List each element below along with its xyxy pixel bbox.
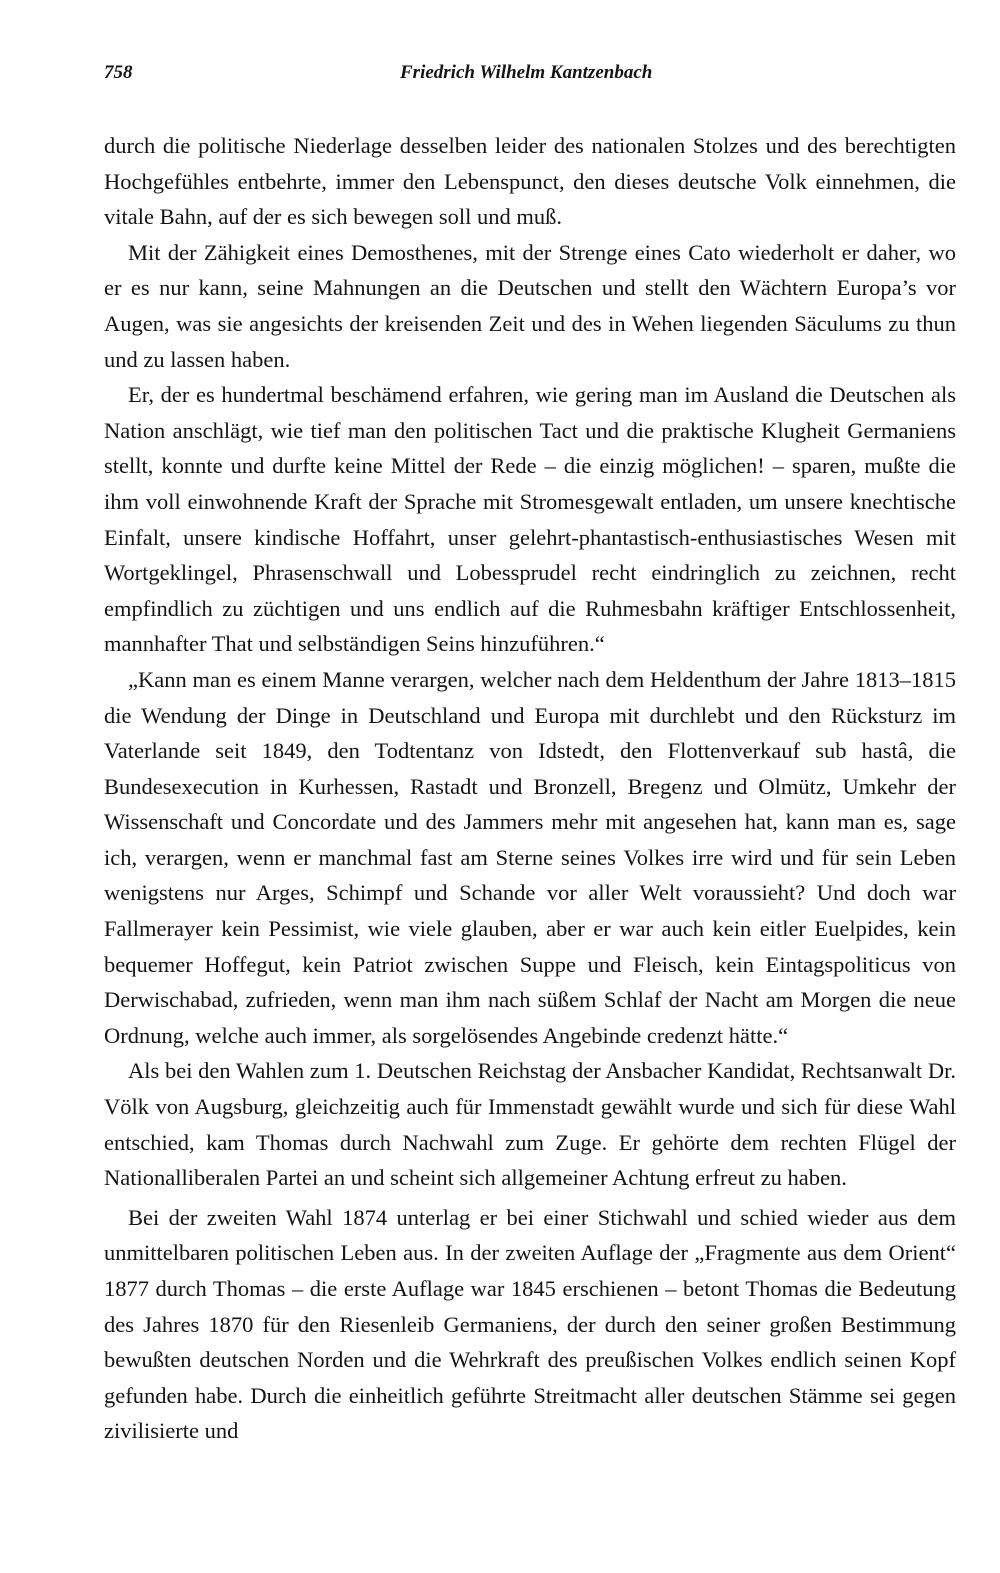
paragraph-6: Bei der zweiten Wahl 1874 unterlag er bei einer Stichwahl und schied wieder aus dem unmittelbaren politischen Leben aus. In der zweiten Auflage der „Fragmente aus dem Orient“ 1877 durch Thomas – die erste Auflage war 1845 erschienen – betont Thomas die Bedeutung des Jahres 1870 für den Riesenleib Germaniens, der durch den seiner großen Bestimmung bewußten deutschen Norden und die Wehrkraft des preußischen Volkes endlich seinen Kopf gefunden habe. Durch die einheitlich geführte Streitmacht aller deutschen Stämme sei gegen zivilisierte und	[104, 1204, 956, 1444]
paragraph-1: durch die politische Niederlage desselben leider des nationalen Stolzes und des berechtigten Hochgefühles entbehrte, immer den Lebenspunct, den dieses deutsche Volk einnehmen, die vitale Bahn, auf der es sich bewegen soll und muß.	[104, 133, 956, 230]
paragraph-2: Mit der Zähigkeit eines Demosthenes, mit der Strenge eines Cato wiederholt er daher, wo er es nur kann, seine Mahnungen an die Deutschen und stellt den Wächtern Europa’s vor Augen, was sie angesichts der kreisenden Zeit und des in Wehen liegenden Säculums zu thun und zu lassen haben.	[104, 239, 956, 372]
paragraph-4-quotation: „Kann man es einem Manne verargen, welcher nach dem Heldenthum der Jahre 1813–1815 die Wendung der Dinge in Deutschland und Europa mit durchlebt und den Rücksturz im Vaterlande seit 1849, den Todtentanz von Idstedt, den Flottenverkauf sub hastâ, die Bundesexecution in Kurhessen, Rastadt und Bronzell, Bregenz und Olmütz, Umkehr der Wissenschaft und Concordate und des Jammers mehr mit angesehen hat, kann man es, sage ich, verargen, wenn er manchmal fast am Sterne seines Volkes irre wird und für sein Leben wenigstens nur Arges, Schimpf und Schande vor aller Welt voraussieht? Und doch war Fallmerayer kein Pessimist, wie viele glauben, aber er war auch kein eitler Euelpides, kein bequemer Hoffegut, kein Patriot zwischen Suppe und Fleisch, kein Eintagspoliticus von Derwischabad, zufrieden, wenn man ihm nach süßem Schlaf der Nacht am Morgen die neue Ordnung, welche auch immer, als sorgelösendes Angebinde credenzt hätte.“	[104, 666, 956, 1048]
paragraph-5: Als bei den Wahlen zum 1. Deutschen Reichstag der Ansbacher Kandidat, Rechtsanwalt Dr. Völk von Augsburg, gleichzeitig auch für Immenstadt gewählt wurde und sich für diese Wahl entschied, kam Thomas durch Nachwahl zum Zuge. Er gehörte dem rechten Flügel der Nationalliberalen Partei an und scheint sich allgemeiner Achtung erfreut zu haben.	[104, 1058, 956, 1191]
paragraph-3: Er, der es hundertmal beschämend erfahren, wie gering man im Ausland die Deutschen als Nation anschlägt, wie tief man den politischen Tact und die praktische Klugheit Germaniens stellt, konnte und durfte keine Mittel der Rede – die einzig möglichen! – sparen, mußte die ihm voll einwohnende Kraft der Sprache mit Stromesgewalt entladen, um unsere knechtische Einfalt, unsere kindische Hoffahrt, unser gelehrt-phantastisch-enthusiastisches Wesen mit Wortgeklingel, Phrasenschwall und Lobessprudel recht eindringlich zu zeichnen, recht empfindlich zu züchtigen und uns endlich auf die Ruhmesbahn kräftiger Entschlossenheit, mannhafter That und selbständigen Seins hinzuführen.“	[104, 382, 956, 657]
running-head	[104, 62, 956, 92]
running-title: Friedrich Wilhelm Kantzenbach	[400, 62, 653, 83]
page-number: 758	[104, 62, 133, 83]
body-text	[104, 128, 956, 1449]
